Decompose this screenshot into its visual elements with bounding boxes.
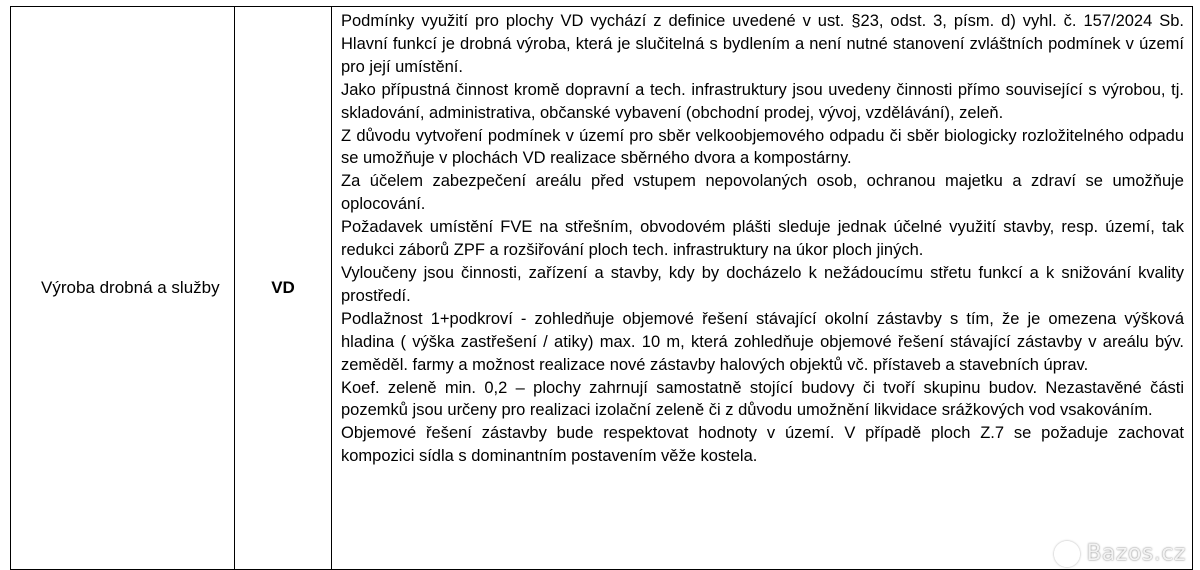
paragraph-waste-collection: Z důvodu vytvoření podmínek v území pro sběr velkoobjemového odpadu či sběr biologicky rozložitelného odpadu se umožňuje v plochách VD realizace sběrného dvora a kompostárny. (341, 126, 1184, 168)
paragraph-fencing: Za účelem zabezpečení areálu před vstupem nepovolaných osob, ochranou majetku a zdraví se umožňuje oplocování. (341, 172, 1184, 214)
paragraph-permitted-activities: Jako přípustná činnost kromě dopravní a tech. infrastruktury jsou uvedeny činnosti přímo související s výrobou, tj. skladování, administrativa, občanské vybavení (obchodní prodej, vývoj, vzdělávání), zeleň. (341, 80, 1184, 122)
paragraph-volume: Objemové řešení zástavby bude respektovat hodnoty v území. V případě ploch Z.7 se požaduje zachovat kompozici sídla s dominantním postavením věže kostela. (341, 424, 1184, 466)
table-row (11, 7, 1193, 570)
area-code-cell (235, 7, 332, 570)
watermark-text: Bazos.cz (1086, 541, 1186, 566)
description-cell (332, 7, 1193, 570)
regulation-table (10, 6, 1193, 570)
paragraph-greenery: Koef. zeleně min. 0,2 – plochy zahrnují samostatně stojící budovy či tvoří skupinu budov. Nezastavěné části pozemků jsou určeny pro realizaci izolační zeleně či z důvodu umožnění likvidace srážkových vod vsakováním. (341, 378, 1184, 420)
area-name-cell (11, 7, 235, 570)
paragraph-definition: Podmínky využití pro plochy VD vychází z definice uvedené v ust. §23, odst. 3, písm. d) vyhl. č. 157/2024 Sb. Hlavní funkcí je drobná výroba, která je slučitelná s bydlením a není nutné stanovení zvláštních podmínek v území pro její umístění. (341, 12, 1184, 76)
paragraph-fve: Požadavek umístění FVE na střešním, obvodovém plášti sleduje jednak účelné využití stavby, resp. území, tak redukci záborů ZPF a rozšiřování ploch tech. infrastruktury na úkor ploch jiných. (341, 218, 1184, 260)
paragraph-floors: Podlažnost 1+podkroví - zohledňuje objemové řešení stávající okolní zástavby s tím, že je omezena výšková hladina ( výška zastřešení / atiky) max. 10 m, která zohledňuje objemové řešení stávající zástavby v areálu býv. zeměděl. farmy a možnost realizace nové zástavby halových objektů vč. přístaveb a stavebních úprav. (341, 309, 1184, 374)
area-name: Výroba drobná a služby (41, 278, 220, 297)
area-code: VD (271, 278, 295, 297)
paragraph-excluded: Vyloučeny jsou činnosti, zařízení a stavby, kdy by docházelo k nežádoucímu střetu funkcí a k snižování kvality prostředí. (341, 263, 1184, 305)
